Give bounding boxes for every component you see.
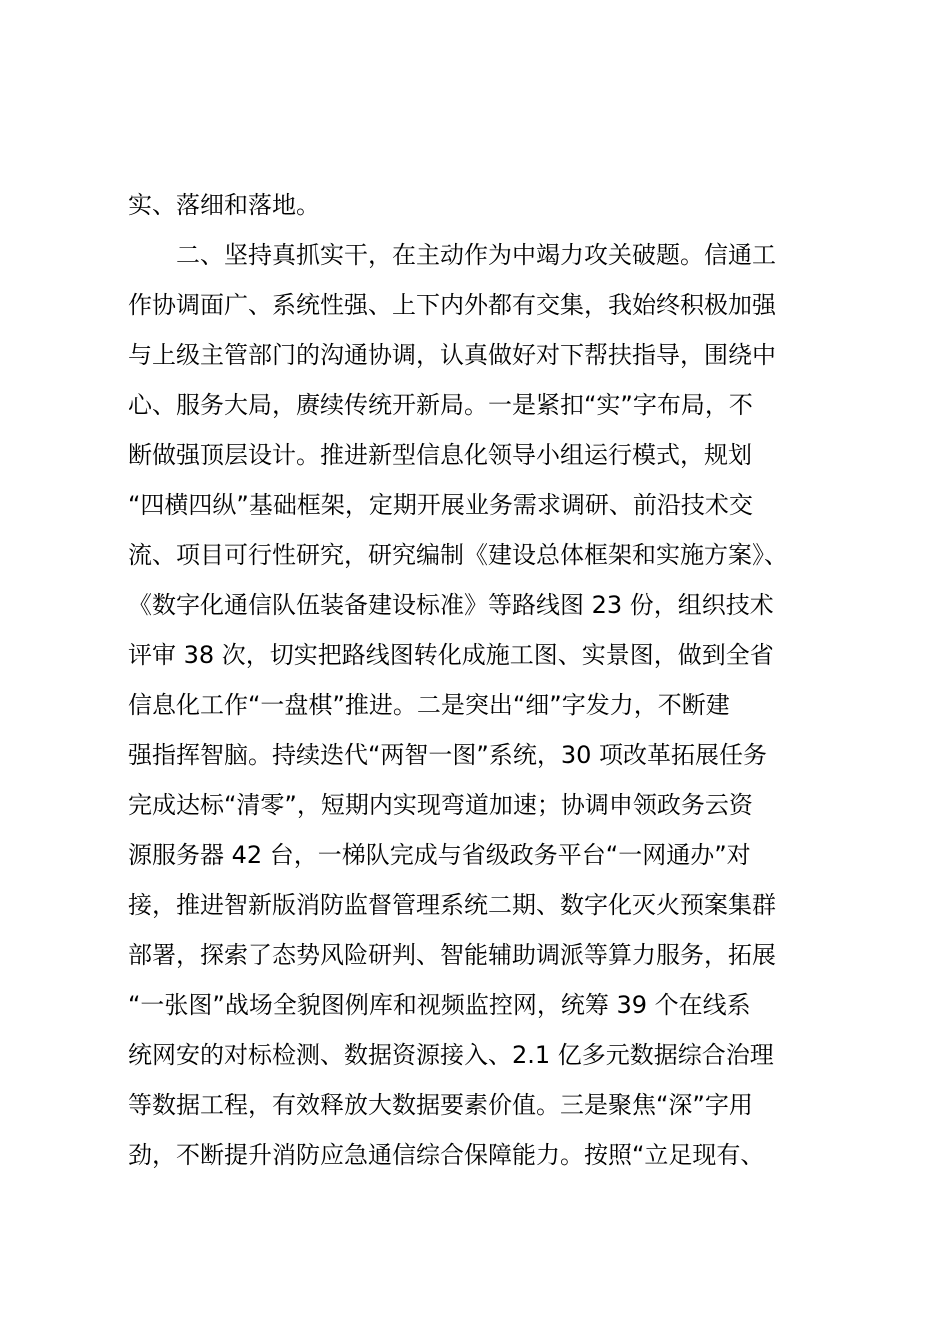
text-line: 信息化工作“一盘棋”推进。二是突出“细”字发力，不断建 — [128, 691, 730, 719]
body-text — [128, 180, 848, 1180]
text-line: “四横四纵”基础框架，定期开展业务需求调研、前沿技术交 — [128, 491, 753, 519]
text-line: 评审 38 次，切实把路线图转化成施工图、实景图，做到全省 — [128, 641, 774, 669]
text-line: 二、坚持真抓实干，在主动作为中竭力攻关破题。信通工 — [128, 241, 776, 269]
text-line: 断做强顶层设计。推进新型信息化领导小组运行模式，规划 — [128, 441, 752, 469]
text-line: 等数据工程，有效释放大数据要素价值。三是聚焦“深”字用 — [128, 1091, 753, 1119]
text-line: 与上级主管部门的沟通协调，认真做好对下帮扶指导，围绕中 — [128, 341, 776, 369]
text-line: 统网安的对标检测、数据资源接入、2.1 亿多元数据综合治理 — [128, 1041, 774, 1069]
text-line: 流、项目可行性研究，研究编制《建设总体框架和实施方案》、 — [128, 541, 788, 569]
text-line: 作协调面广、系统性强、上下内外都有交集，我始终积极加强 — [128, 291, 776, 319]
text-line: 《数字化通信队伍装备建设标准》等路线图 23 份，组织技术 — [128, 591, 774, 619]
text-line: “一张图”战场全貌图例库和视频监控网，统筹 39 个在线系 — [128, 991, 751, 1019]
text-line: 接，推进智新版消防监督管理系统二期、数字化灭火预案集群 — [128, 891, 776, 919]
text-line: 源服务器 42 台，一梯队完成与省级政务平台“一网通办”对 — [128, 841, 751, 869]
text-line: 强指挥智脑。持续迭代“两智一图”系统，30 项改革拓展任务 — [128, 741, 768, 769]
text-line: 心、服务大局，赓续传统开新局。一是紧扣“实”字布局，不 — [128, 391, 753, 419]
text-line: 劲，不断提升消防应急通信综合保障能力。按照“立足现有、 — [128, 1141, 765, 1169]
text-line: 实、落细和落地。 — [128, 191, 320, 219]
text-line: 部署，探索了态势风险研判、智能辅助调派等算力服务，拓展 — [128, 941, 776, 969]
text-line: 完成达标“清零”，短期内实现弯道加速；协调申领政务云资 — [128, 791, 753, 819]
